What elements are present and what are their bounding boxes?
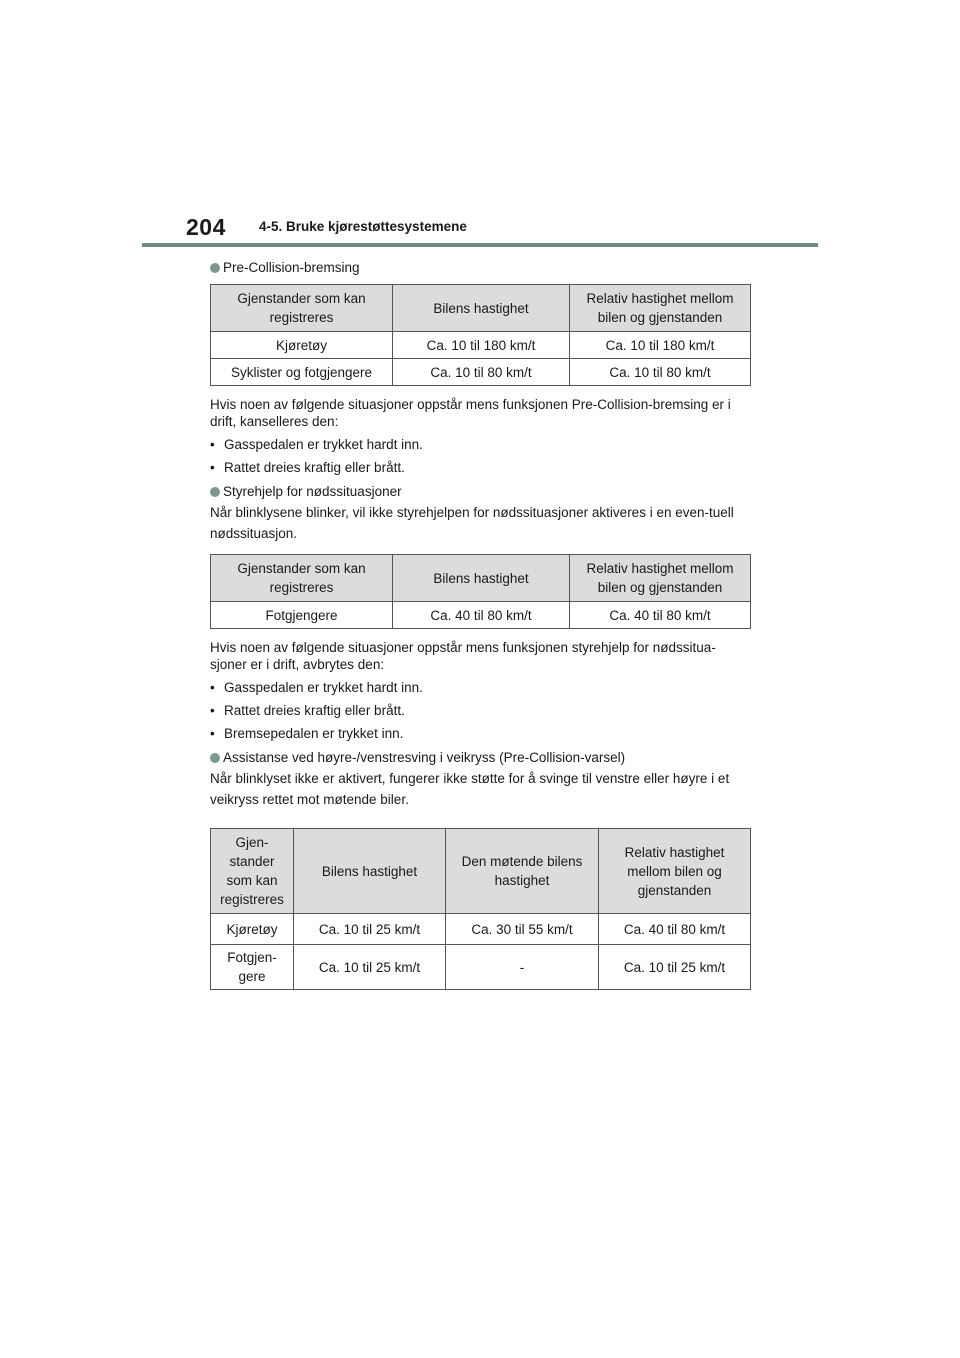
page-content <box>210 255 750 990</box>
table-cell: Fotgjengere <box>211 602 393 629</box>
header-rule <box>142 243 818 247</box>
bullet-dot-icon <box>210 487 220 497</box>
table-row <box>211 914 751 945</box>
table-cell: - <box>446 945 599 990</box>
table-header-cell: Relativ hastighet mellom bilen og gjenstanden <box>570 285 751 332</box>
bullet-dot-icon <box>210 753 220 763</box>
table-header-row <box>211 829 751 914</box>
bullet-mark: • <box>210 437 215 452</box>
list-item-text: Rattet dreies kraftig eller brått. <box>224 703 405 718</box>
list-item-text: Gasspedalen er trykket hardt inn. <box>224 437 423 452</box>
table-row <box>211 602 751 629</box>
bullet-mark: • <box>210 726 215 741</box>
section-heading-intersection <box>210 749 750 766</box>
list-item <box>210 702 750 719</box>
table-cell: Ca. 10 til 80 km/t <box>570 359 751 386</box>
intro-paragraph: Når blinklyset ikke er aktivert, fungerer ikke støtte for å svinge til venstre eller høyre i et veikryss rettet mot møtende biler. <box>210 771 730 807</box>
table-header-row <box>211 285 751 332</box>
bullet-mark: • <box>210 680 215 695</box>
table-header-cell: Gjenstander som kan registreres <box>211 285 393 332</box>
section-heading-pre-collision <box>210 259 750 276</box>
list-item-text: Bremsepedalen er trykket inn. <box>224 726 404 741</box>
bullet-mark: • <box>210 703 215 718</box>
table-cell: Ca. 10 til 80 km/t <box>393 359 570 386</box>
table-cell: Kjøretøy <box>211 914 294 945</box>
section-heading-emergency-steering <box>210 483 750 500</box>
table-header-cell: Gjenstander som kan registreres <box>211 555 393 602</box>
bullet-mark: • <box>210 460 215 475</box>
list-item <box>210 436 750 453</box>
list-item <box>210 459 750 476</box>
heading-text: Assistanse ved høyre-/venstresving i veikryss (Pre-Collision-varsel) <box>223 750 626 765</box>
table-cell: Ca. 10 til 25 km/t <box>294 945 446 990</box>
cancel-paragraph: Hvis noen av følgende situasjoner oppstår mens funksjonen styrehjelp for nødssitua-sjoner er i drift, avbrytes den: <box>210 640 716 672</box>
list-item <box>210 725 750 742</box>
heading-text: Pre-Collision-bremsing <box>223 260 360 275</box>
pre-collision-table <box>210 284 751 386</box>
table-header-cell: Bilens hastighet <box>393 555 570 602</box>
table-cell: Ca. 40 til 80 km/t <box>570 602 751 629</box>
table-header-cell: Den møtende bilens hastighet <box>446 829 599 914</box>
heading-text: Styrehjelp for nødssituasjoner <box>223 484 402 499</box>
table-row <box>211 945 751 990</box>
table-row <box>211 359 751 386</box>
table-cell: Ca. 10 til 25 km/t <box>599 945 751 990</box>
table-header-cell: Bilens hastighet <box>393 285 570 332</box>
page-number: 204 <box>186 214 226 240</box>
intro-paragraph: Når blinklysene blinker, vil ikke styrehjelpen for nødssituasjoner aktiveres i en even-tuell nødssituasjon. <box>210 505 734 541</box>
table-cell: Ca. 40 til 80 km/t <box>393 602 570 629</box>
table-header-cell: Relativ hastighet mellom bilen og gjenstanden <box>599 829 751 914</box>
table-header-cell: Relativ hastighet mellom bilen og gjenstanden <box>570 555 751 602</box>
table-cell: Kjøretøy <box>211 332 393 359</box>
table-cell: Fotgjen-gere <box>211 945 294 990</box>
table-cell: Ca. 40 til 80 km/t <box>599 914 751 945</box>
table-cell: Ca. 10 til 25 km/t <box>294 914 446 945</box>
table-header-cell: Bilens hastighet <box>294 829 446 914</box>
emergency-steering-table <box>210 554 751 629</box>
table-cell: Syklister og fotgjengere <box>211 359 393 386</box>
table-row <box>211 332 751 359</box>
section-title: 4-5. Bruke kjørestøttesystemene <box>259 219 467 234</box>
list-item <box>210 679 750 696</box>
table-header-cell: Gjen-stander som kan registreres <box>211 829 294 914</box>
intersection-table <box>210 828 751 990</box>
cancel-paragraph: Hvis noen av følgende situasjoner oppstår mens funksjonen Pre-Collision-bremsing er i drift, kanselleres den: <box>210 397 731 429</box>
table-cell: Ca. 10 til 180 km/t <box>393 332 570 359</box>
bullet-dot-icon <box>210 263 220 273</box>
list-item-text: Gasspedalen er trykket hardt inn. <box>224 680 423 695</box>
table-cell: Ca. 10 til 180 km/t <box>570 332 751 359</box>
table-cell: Ca. 30 til 55 km/t <box>446 914 599 945</box>
table-header-row <box>211 555 751 602</box>
list-item-text: Rattet dreies kraftig eller brått. <box>224 460 405 475</box>
